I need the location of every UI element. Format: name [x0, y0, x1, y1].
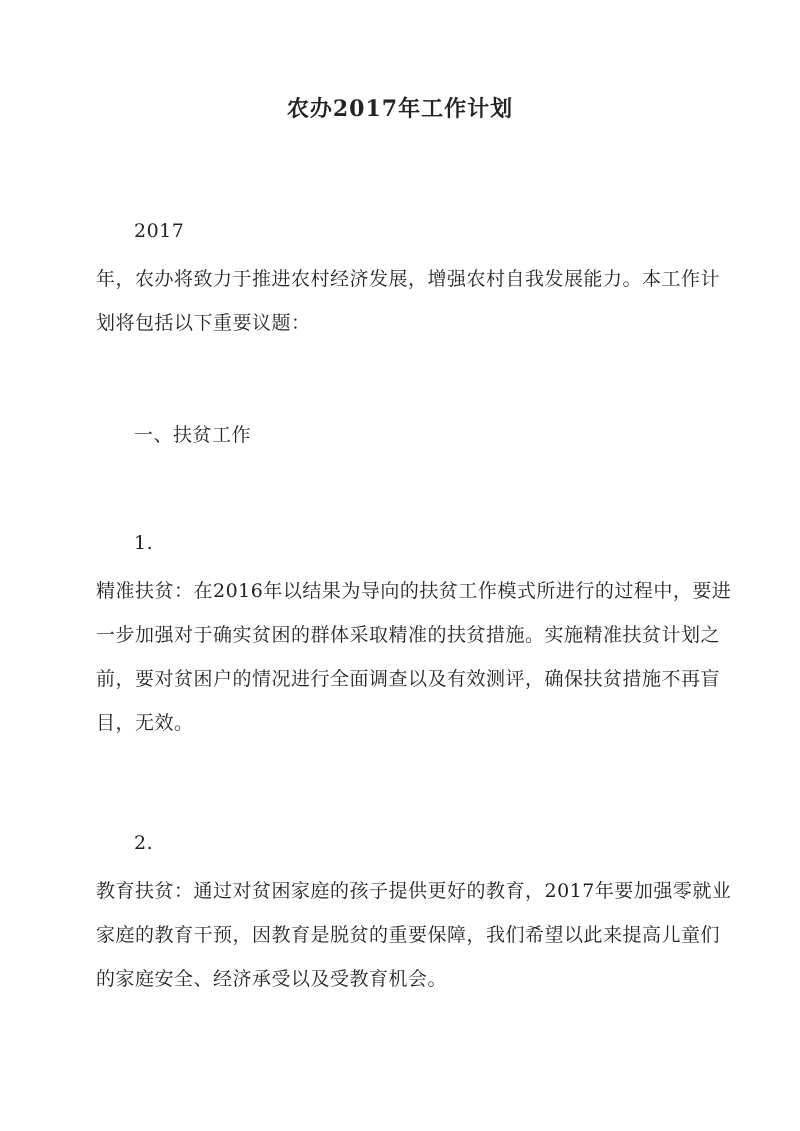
item-1-number: 1.	[134, 532, 154, 554]
document-title: 农办2017年工作计划	[286, 96, 514, 122]
item-2-line-3: 的家庭安全、经济承受以及受教育机会。	[96, 968, 448, 990]
item-2-paragraph	[96, 824, 732, 998]
item-1-paragraph	[96, 524, 732, 742]
intro-paragraph	[96, 212, 721, 342]
item-2-line-1: 教育扶贫：通过对贫困家庭的孩子提供更好的教育，2017年要加强零就业	[96, 880, 732, 902]
item-1-line-3: 前，要对贫困户的情况进行全面调查以及有效测评，确保扶贫措施不再盲	[96, 668, 721, 690]
item-1-line-1: 精准扶贫：在2016年以结果为导向的扶贫工作模式所进行的过程中，要进	[96, 580, 732, 602]
intro-line-1: 年，农办将致力于推进农村经济发展，增强农村自我发展能力。本工作计	[96, 268, 721, 290]
section-heading	[96, 416, 704, 454]
item-2-number: 2.	[134, 832, 154, 854]
section-1-heading: 一、扶贫工作	[134, 424, 252, 446]
intro-year: 2017	[134, 220, 185, 242]
intro-line-2: 划将包括以下重要议题：	[96, 312, 311, 334]
item-2-line-2: 家庭的教育干预，因教育是脱贫的重要保障，我们希望以此来提高儿童们	[96, 924, 721, 946]
item-1-line-2: 一步加强对于确实贫困的群体采取精准的扶贫措施。实施精准扶贫计划之	[96, 624, 721, 646]
item-1-line-4: 目，无效。	[96, 712, 194, 734]
